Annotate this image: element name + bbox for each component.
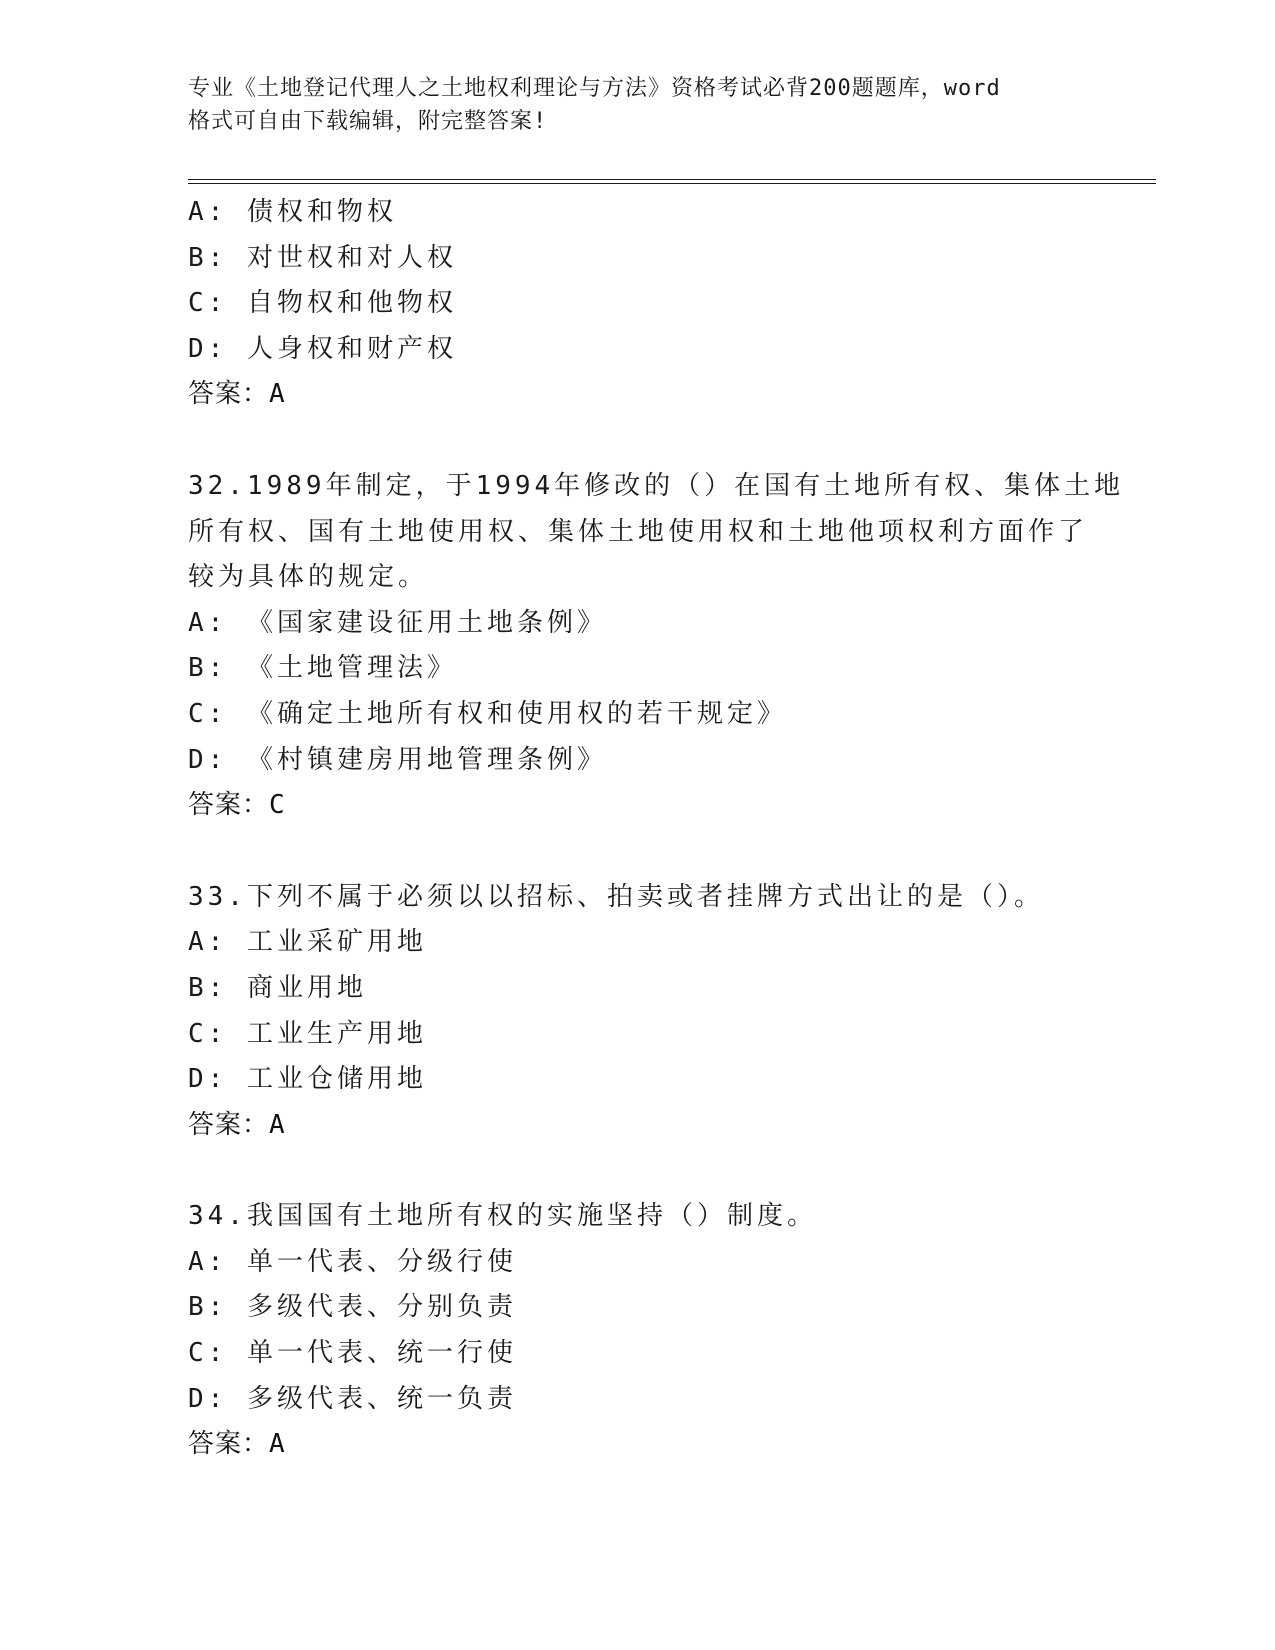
question-stem-line: 所有权、国有土地使用权、集体土地使用权和土地他项权利方面作了 (188, 516, 1089, 547)
option-d: D: 人身权和财产权 (188, 333, 457, 364)
option-a: A: 工业采矿用地 (188, 927, 427, 958)
answer-line (188, 783, 1148, 829)
question-block-31 (188, 190, 1148, 418)
option-b: B: 对世权和对人权 (188, 242, 457, 273)
question-block-33 (188, 875, 1148, 1149)
answer-value: A (269, 379, 286, 410)
header-line-1: 专业《土地登记代理人之土地权利理论与方法》资格考试必背200题题库，word (188, 76, 1001, 101)
answer-value: A (269, 1109, 286, 1140)
header-line-2: 格式可自由下载编辑，附完整答案! (188, 109, 548, 134)
option-b: B: 《土地管理法》 (188, 653, 457, 684)
question-list (188, 190, 1148, 1468)
answer-label: 答案： (188, 790, 270, 821)
answer-line (188, 1103, 1148, 1149)
answer-value: C (269, 790, 286, 821)
option-a: A: 《国家建设征用土地条例》 (188, 607, 607, 638)
option-b: B: 多级代表、分别负责 (188, 1292, 517, 1323)
option-d: D: 多级代表、统一负责 (188, 1383, 517, 1414)
question-stem-line: 33.下列不属于必须以以招标、拍卖或者挂牌方式出让的是（）。 (188, 881, 1044, 912)
question-stem-line: 32.1989年制定，于1994年修改的（）在国有土地所有权、集体土地 (188, 470, 1125, 501)
question-stem-line: 34.我国国有土地所有权的实施坚持（）制度。 (188, 1201, 817, 1232)
question-block-34 (188, 1194, 1148, 1468)
question-spacer (188, 829, 1148, 875)
option-d: D: 《村镇建房用地管理条例》 (188, 744, 607, 775)
option-c: C: 工业生产用地 (188, 1018, 427, 1049)
answer-label: 答案： (188, 379, 270, 410)
option-c: C: 自物权和他物权 (188, 288, 457, 319)
answer-value: A (269, 1429, 286, 1460)
answer-line (188, 1422, 1148, 1468)
option-a: A: 单一代表、分级行使 (188, 1246, 517, 1277)
option-c: C: 单一代表、统一行使 (188, 1338, 517, 1369)
option-c: C: 《确定土地所有权和使用权的若干规定》 (188, 698, 787, 729)
option-b: B: 商业用地 (188, 972, 367, 1003)
answer-label: 答案： (188, 1109, 270, 1140)
question-spacer (188, 1148, 1148, 1194)
answer-label: 答案： (188, 1429, 270, 1460)
answer-line (188, 372, 1148, 418)
header-divider (188, 179, 1156, 184)
document-header (188, 72, 1088, 138)
option-a: A: 债权和物权 (188, 197, 397, 227)
option-d: D: 工业仓储用地 (188, 1064, 427, 1095)
question-spacer (188, 418, 1148, 464)
question-block-32 (188, 464, 1148, 829)
question-stem-line: 较为具体的规定。 (188, 562, 429, 593)
